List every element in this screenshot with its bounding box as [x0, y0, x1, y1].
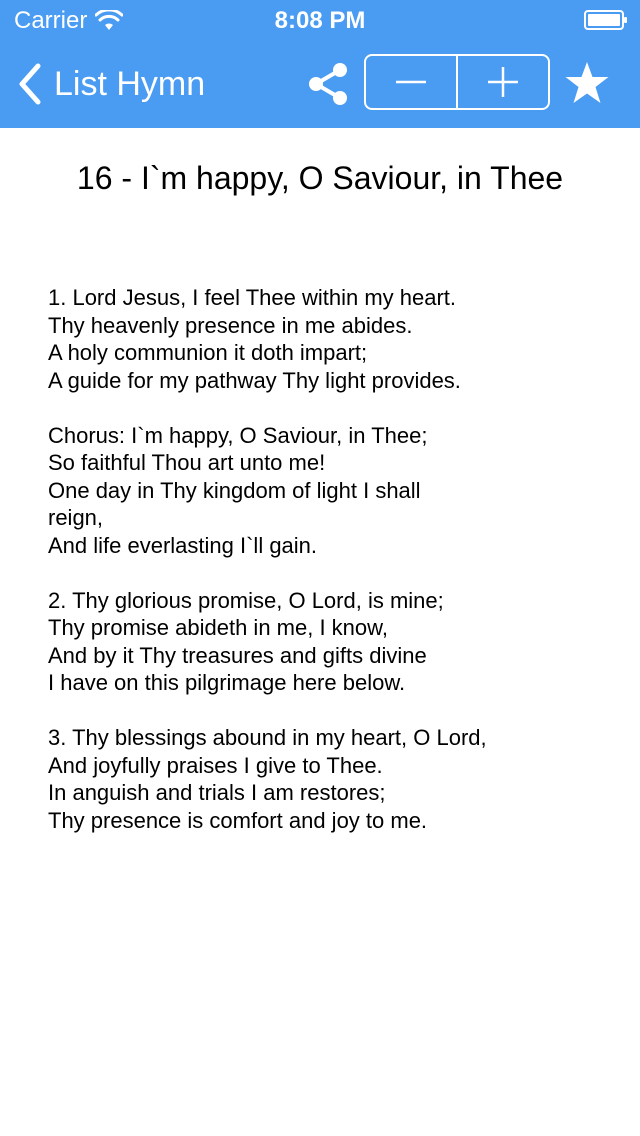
lyric-line: A holy communion it doth impart;: [48, 340, 368, 365]
status-time: 8:08 PM: [274, 7, 366, 34]
lyric-line: Chorus: I`m happy, O Saviour, in Thee;: [48, 422, 428, 448]
plus-icon: [486, 65, 520, 99]
lyric-line: One day in Thy kingdom of light I shall: [48, 477, 421, 503]
lyric-line: Thy presence is comfort and joy to me.: [48, 807, 428, 833]
lyric-line: A guide for my pathway Thy light provides.: [48, 367, 461, 393]
lyric-line: And by it Thy treasures and gifts divine: [48, 642, 427, 668]
lyric-line: Thy promise abideth in me, I know,: [48, 615, 388, 640]
star-icon[interactable]: [564, 60, 610, 106]
top-bar: [0, 0, 640, 128]
hymn-title: 16 - I`m happy, O Saviour, in Thee: [76, 160, 564, 196]
chevron-left-icon: [16, 62, 44, 106]
status-bar: [0, 0, 640, 40]
decrease-font-button[interactable]: [366, 56, 456, 108]
hymn-lyrics: [48, 284, 518, 862]
battery-icon: [584, 10, 628, 30]
increase-font-button[interactable]: [456, 56, 548, 108]
carrier-label: Carrier: [14, 7, 88, 34]
lyric-line: So faithful Thou art unto me!: [48, 450, 326, 475]
minus-icon: [394, 65, 428, 99]
share-icon[interactable]: [304, 60, 352, 108]
lyric-line: I have on this pilgrimage here below.: [48, 670, 406, 695]
lyric-line: And life everlasting I`ll gain.: [48, 532, 318, 558]
lyric-line: And joyfully praises I give to Thee.: [48, 752, 383, 778]
lyric-line: 3. Thy blessings abound in my heart, O Lord,: [48, 725, 487, 750]
lyric-line: 1. Lord Jesus, I feel Thee within my heart.: [48, 285, 457, 310]
lyric-line: 2. Thy glorious promise, O Lord, is mine;: [48, 587, 444, 613]
lyric-line: Thy heavenly presence in me abides.: [48, 312, 413, 338]
stanza-3: [48, 724, 518, 834]
navigation-bar: [0, 40, 640, 128]
lyric-line: In anguish and trials I am restores;: [48, 780, 386, 805]
stanza-2: [48, 587, 518, 697]
font-size-stepper: [364, 54, 550, 110]
back-button-label: List Hymn: [54, 64, 206, 103]
back-button[interactable]: [16, 40, 205, 128]
lyric-line: reign,: [48, 505, 104, 530]
chorus: [48, 422, 518, 560]
stanza-1: [48, 284, 518, 394]
